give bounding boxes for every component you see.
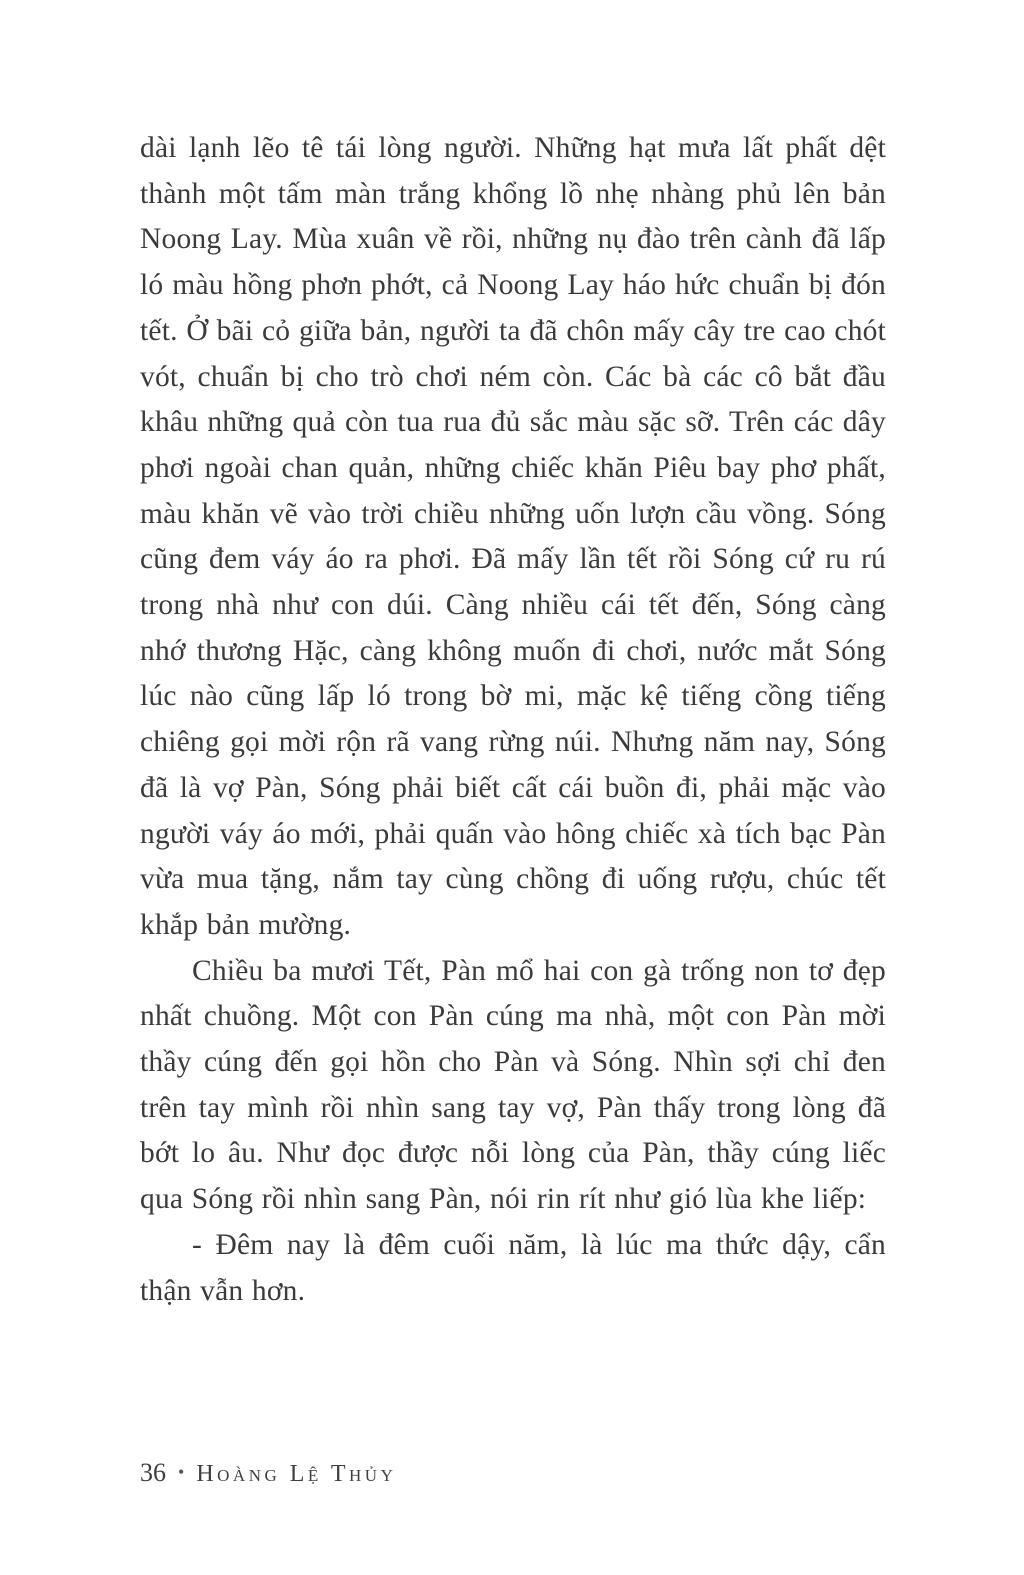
page-number: 36 [140, 1458, 166, 1487]
page-footer [140, 1458, 396, 1488]
author-name: Hoàng Lệ Thủy [196, 1461, 397, 1487]
paragraph-dialogue: - Đêm nay là đêm cuối năm, là lúc ma thức dậy, cẩn thận vẫn hơn. [140, 1228, 886, 1307]
paragraph: Chiều ba mươi Tết, Pàn mổ hai con gà trống non tơ đẹp nhất chuồng. Một con Pàn cúng ma nhà, một con Pàn mời thầy cúng đến gọi hồn cho Pàn và Sóng. Nhìn sợi chỉ đen trên tay mình rồi nhìn sang tay vợ, Pàn thấy trong lòng đã bớt lo âu. Như đọc được nỗi lòng của Pàn, thầy cúng liếc qua Sóng rồi nhìn sang Pàn, nói rin rít như gió lùa khe liếp: [140, 954, 886, 1216]
paragraph-continuation: dài lạnh lẽo tê tái lòng người. Những hạt mưa lất phất dệt thành một tấm màn trắng khổng lồ nhẹ nhàng phủ lên bản Noong Lay. Mùa xuân về rồi, những nụ đào trên cành đã lấp ló màu hồng phơn phớt, cả Noong Lay háo hức chuẩn bị đón tết. Ở bãi cỏ giữa bản, người ta đã chôn mấy cây tre cao chót vót, chuẩn bị cho trò chơi ném còn. Các bà các cô bắt đầu khâu những quả còn tua rua đủ sắc màu sặc sỡ. Trên các dây phơi ngoài chan quản, những chiếc khăn Piêu bay phơ phất, màu khăn vẽ vào trời chiều những uốn lượn cầu vồng. Sóng cũng đem váy áo ra phơi. Đã mấy lần tết rồi Sóng cứ ru rú trong nhà như con dúi. Càng nhiều cái tết đến, Sóng càng nhớ thương Hặc, càng không muốn đi chơi, nước mắt Sóng lúc nào cũng lấp ló trong bờ mi, mặc kệ tiếng cồng tiếng chiêng gọi mời rộn rã vang rừng núi. Nhưng năm nay, Sóng đã là vợ Pàn, Sóng phải biết cất cái buồn đi, phải mặc vào người váy áo mới, phải quấn vào hông chiếc xà tích bạc Pàn vừa mua tặng, nắm tay cùng chồng đi uống rượu, chúc tết khắp bản mường. [140, 132, 886, 941]
footer-separator: • [178, 1462, 185, 1482]
body-text [140, 126, 886, 1314]
